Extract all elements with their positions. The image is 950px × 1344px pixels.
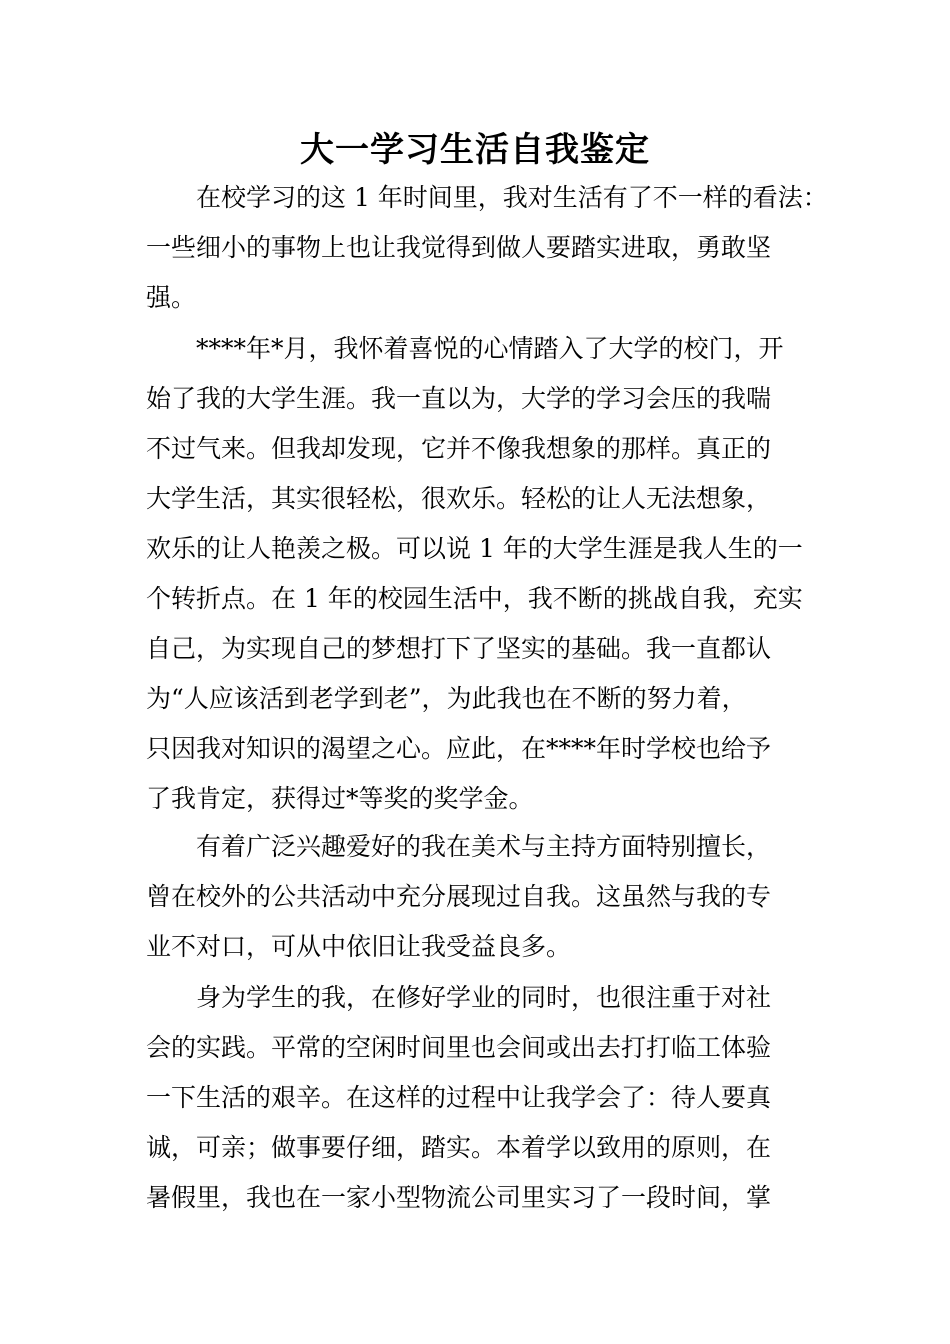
- text-line: 业不对口，可从中依旧让我受益良多。: [146, 932, 572, 961]
- text-line: 在校学习的这 1 年时间里，我对生活有了不一样的看法：: [196, 183, 828, 212]
- text-line: 大学生活，其实很轻松，很欢乐。轻松的让人无法想象，: [146, 484, 772, 513]
- text-line: 不过气来。但我却发现，它并不像我想象的那样。真正的: [146, 434, 772, 463]
- text-line: 个转折点。在 1 年的校园生活中，我不断的挑战自我，充实: [146, 584, 803, 613]
- text-line: ****年*月，我怀着喜悦的心情踏入了大学的校门，开: [196, 334, 784, 363]
- text-line: 为“人应该活到老学到老”，为此我也在不断的努力着，: [146, 684, 747, 713]
- text-line: 一下生活的艰辛。在这样的过程中让我学会了：待人要真: [146, 1083, 772, 1112]
- text-line: 会的实践。平常的空闲时间里也会间或出去打打临工体验: [146, 1033, 772, 1062]
- text-line: 诚，可亲；做事要仔细，踏实。本着学以致用的原则，在: [146, 1133, 772, 1162]
- text-line: 始了我的大学生涯。我一直以为，大学的学习会压的我喘: [146, 384, 772, 413]
- text-line: 欢乐的让人艳羡之极。可以说 1 年的大学生涯是我人生的一: [146, 534, 803, 563]
- text-line: 自己，为实现自己的梦想打下了坚实的基础。我一直都认: [146, 634, 772, 663]
- text-line: 一些细小的事物上也让我觉得到做人要踏实进取，勇敢坚: [146, 233, 772, 262]
- text-line: 有着广泛兴趣爱好的我在美术与主持方面特别擅长，: [196, 832, 772, 861]
- text-line: 身为学生的我，在修好学业的同时，也很注重于对社: [196, 983, 772, 1012]
- document-title: 大一学习生活自我鉴定: [300, 130, 650, 170]
- text-line: 只因我对知识的渴望之心。应此，在****年时学校也给予: [146, 734, 772, 763]
- text-line: 强。: [146, 283, 197, 312]
- text-line: 了我肯定，获得过*等奖的奖学金。: [146, 784, 534, 813]
- text-line: 暑假里，我也在一家小型物流公司里实习了一段时间，掌: [146, 1183, 772, 1212]
- text-line: 曾在校外的公共活动中充分展现过自我。这虽然与我的专: [146, 882, 772, 911]
